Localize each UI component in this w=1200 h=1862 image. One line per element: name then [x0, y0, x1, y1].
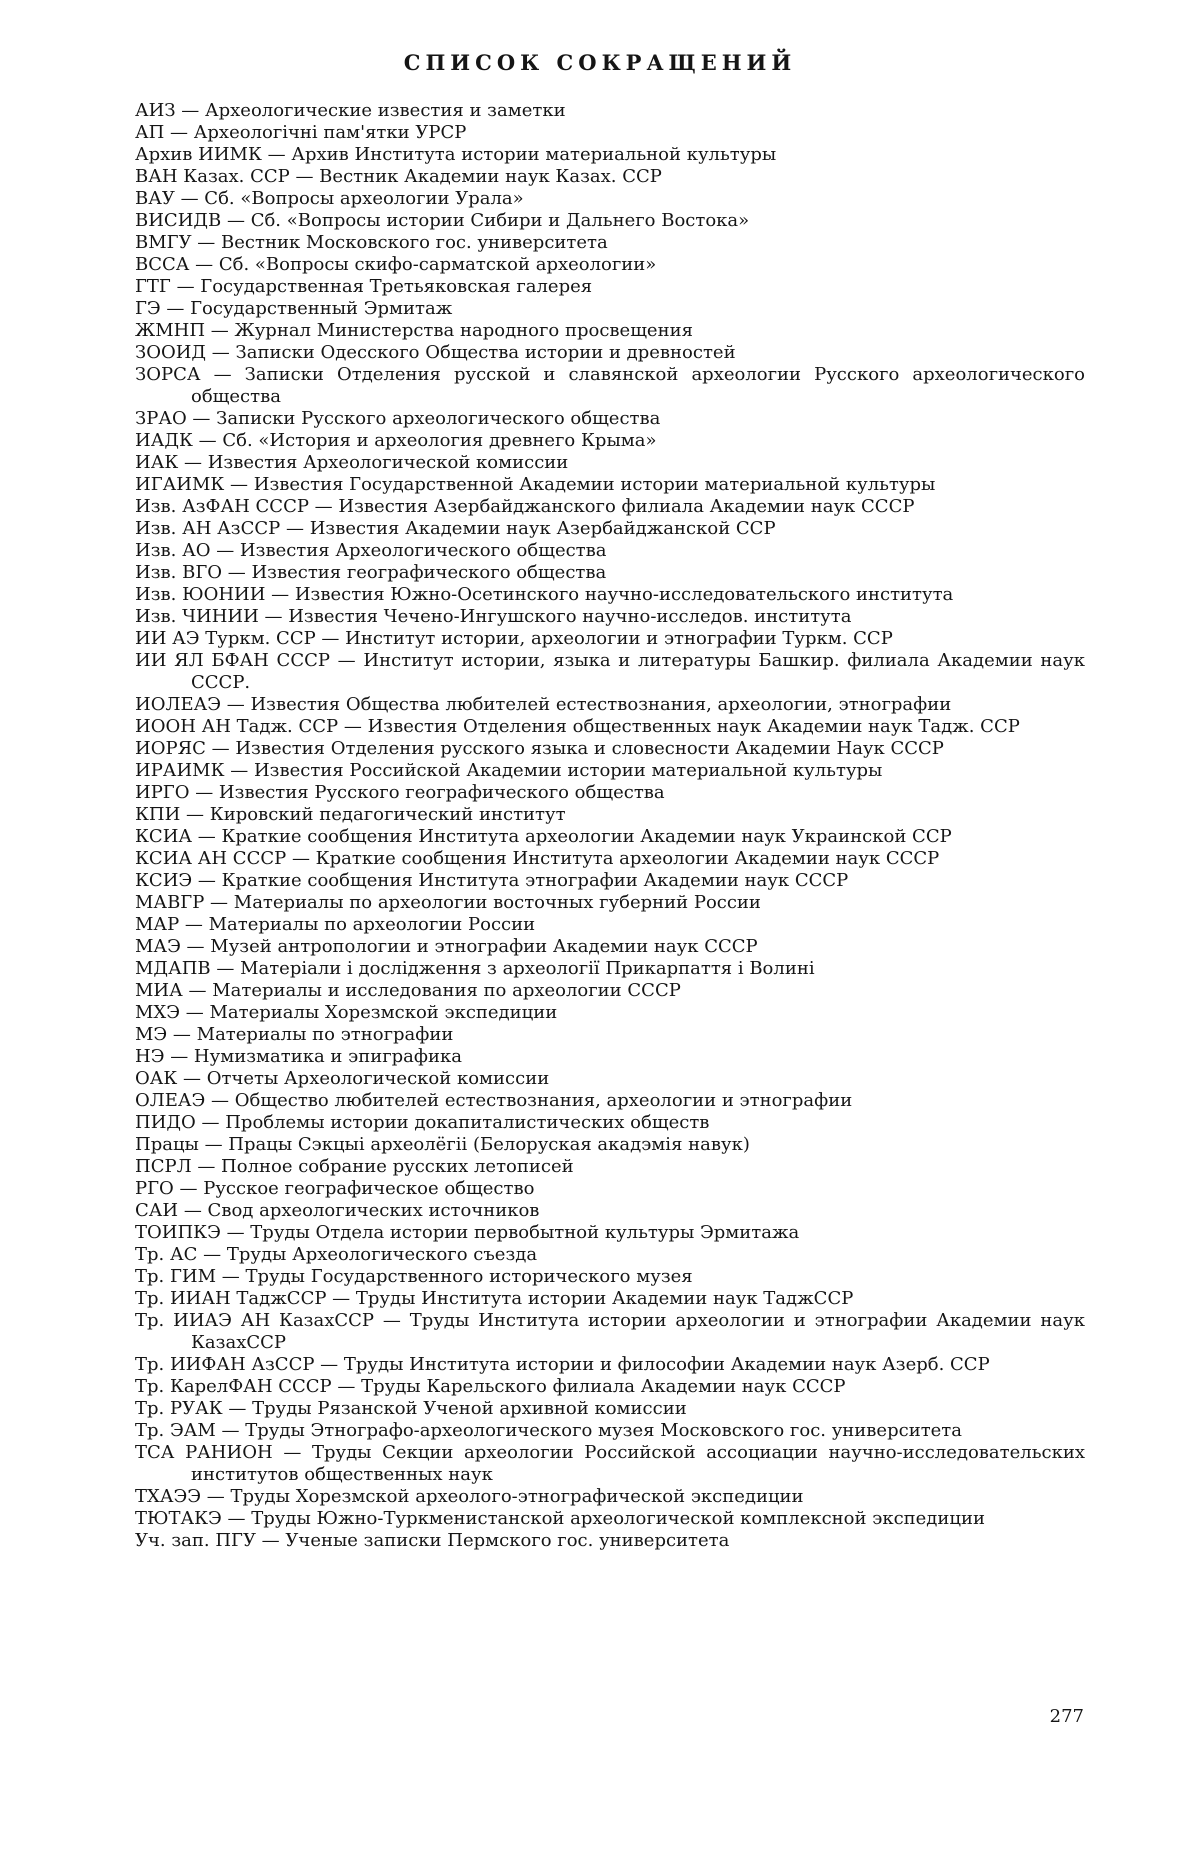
abbreviation-entry: Тр. КарелФАН СССР — Труды Карельского филиала Академии наук СССР: [135, 1376, 846, 1397]
abbreviation-entry: ИАК — Известия Археологической комиссии: [135, 452, 569, 473]
abbreviation-entry: Изв. ВГО — Известия географического общества: [135, 562, 607, 583]
abbreviation-entry: ГЭ — Государственный Эрмитаж: [135, 298, 453, 319]
abbreviation-entry: МАР — Материалы по археологии России: [135, 914, 536, 935]
abbreviation-entry: МХЭ — Материалы Хорезмской экспедиции: [135, 1002, 558, 1023]
abbreviation-entry: АИЗ — Археологические известия и заметки: [135, 100, 566, 121]
abbreviation-entry: ЗООИД — Записки Одесского Общества истории и древностей: [135, 342, 736, 363]
abbreviation-entry: Тр. ГИМ — Труды Государственного исторического музея: [135, 1266, 693, 1287]
abbreviation-entry: ТХАЭЭ — Труды Хорезмской археолого-этнографической экспедиции: [135, 1486, 804, 1507]
abbreviation-entry: ТЮТАКЭ — Труды Южно-Туркменистанской археологической комплексной экспедиции: [135, 1508, 985, 1529]
abbreviation-entry: САИ — Свод археологических источников: [135, 1200, 540, 1221]
abbreviation-entry: ИРАИМК — Известия Российской Академии истории материальной культуры: [135, 760, 883, 781]
abbreviation-entry: ВМГУ — Вестник Московского гос. университета: [135, 232, 608, 253]
abbreviation-entry: Тр. ИИАН ТаджССР — Труды Института истории Академии наук ТаджССР: [135, 1288, 854, 1309]
abbreviation-entry: ОАК — Отчеты Археологической комиссии: [135, 1068, 550, 1089]
abbreviation-entry: МИА — Материалы и исследования по археологии СССР: [135, 980, 681, 1001]
abbreviation-entry: Тр. АС — Труды Археологического съезда: [135, 1244, 538, 1265]
abbreviation-entry: Архив ИИМК — Архив Института истории материальной культуры: [135, 144, 777, 165]
abbreviation-entry: Изв. АзФАН СССР — Известия Азербайджанского филиала Академии наук СССР: [135, 496, 915, 517]
abbreviation-entry: МАВГР — Материалы по археологии восточных губерний России: [135, 892, 761, 913]
abbreviation-entry: МАЭ — Музей антропологии и этнографии Академии наук СССР: [135, 936, 758, 957]
abbreviation-entry: ЗРАО — Записки Русского археологического общества: [135, 408, 661, 429]
abbreviation-entry: ИИ ЯЛ БФАН СССР — Институт истории, языка и литературы Башкир. филиала Академии наук СССР.: [135, 650, 1085, 693]
abbreviation-entry: ВССА — Сб. «Вопросы скифо-сарматской археологии»: [135, 254, 657, 275]
abbreviation-entry: ЖМНП — Журнал Министерства народного просвещения: [135, 320, 693, 341]
abbreviation-list: [135, 100, 1085, 1552]
abbreviation-entry: ИИ АЭ Туркм. ССР — Институт истории, археологии и этнографии Туркм. ССР: [135, 628, 893, 649]
abbreviation-entry: КСИА — Краткие сообщения Института археологии Академии наук Украинской ССР: [135, 826, 952, 847]
abbreviation-entry: Уч. зап. ПГУ — Ученые записки Пермского гос. университета: [135, 1530, 730, 1551]
abbreviation-entry: НЭ — Нумизматика и эпиграфика: [135, 1046, 462, 1067]
abbreviation-entry: ИООН АН Тадж. ССР — Известия Отделения общественных наук Академии наук Тадж. ССР: [135, 716, 1020, 737]
abbreviation-entry: РГО — Русское географическое общество: [135, 1178, 535, 1199]
abbreviation-entry: Працы — Працы Сэкцыі археолёгіі (Белоруская акадэмія навук): [135, 1134, 750, 1155]
abbreviation-entry: ЗОРСА — Записки Отделения русской и славянской археологии Русского археологического общества: [135, 364, 1085, 407]
abbreviation-entry: МДАПВ — Матеріали і дослідження з археології Прикарпаття і Волині: [135, 958, 815, 979]
abbreviation-entry: ОЛЕАЭ — Общество любителей естествознания, археологии и этнографии: [135, 1090, 853, 1111]
abbreviation-entry: МЭ — Материалы по этнографии: [135, 1024, 454, 1045]
abbreviation-entry: ГТГ — Государственная Третьяковская галерея: [135, 276, 593, 297]
abbreviation-entry: АП — Археологічні пам'ятки УРСР: [135, 122, 467, 143]
page-heading: СПИСОК СОКРАЩЕНИЙ: [403, 50, 797, 75]
abbreviation-entry: ТСА РАНИОН — Труды Секции археологии Российской ассоциации научно-исследовательских институтов общественных наук: [135, 1442, 1085, 1485]
abbreviation-entry: Тр. ЭАМ — Труды Этнографо-археологического музея Московского гос. университета: [135, 1420, 962, 1441]
abbreviation-entry: ВАУ — Сб. «Вопросы археологии Урала»: [135, 188, 524, 209]
abbreviation-entry: Изв. АО — Известия Археологического общества: [135, 540, 607, 561]
abbreviation-entry: Тр. РУАК — Труды Рязанской Ученой архивной комиссии: [135, 1398, 687, 1419]
page-number: 277: [1049, 1706, 1084, 1727]
abbreviation-entry: ВИСИДВ — Сб. «Вопросы истории Сибири и Дальнего Востока»: [135, 210, 750, 231]
abbreviation-entry: ИРГО — Известия Русского географического общества: [135, 782, 665, 803]
abbreviation-entry: ИОЛЕАЭ — Известия Общества любителей естествознания, археологии, этнографии: [135, 694, 952, 715]
abbreviation-entry: Изв. ЮОНИИ — Известия Южно-Осетинского научно-исследовательского института: [135, 584, 954, 605]
abbreviation-entry: КСИЭ — Краткие сообщения Института этнографии Академии наук СССР: [135, 870, 849, 891]
abbreviation-entry: Изв. ЧИНИИ — Известия Чечено-Ингушского научно-исследов. института: [135, 606, 852, 627]
abbreviation-entry: ИГАИМК — Известия Государственной Академии истории материальной культуры: [135, 474, 936, 495]
abbreviation-entry: Тр. ИИФАН АзССР — Труды Института истории и философии Академии наук Азерб. ССР: [135, 1354, 990, 1375]
abbreviation-entry: ИАДК — Сб. «История и археология древнего Крыма»: [135, 430, 657, 451]
abbreviation-entry: ПИДО — Проблемы истории докапиталистических обществ: [135, 1112, 710, 1133]
abbreviation-entry: ИОРЯС — Известия Отделения русского языка и словесности Академии Наук СССР: [135, 738, 944, 759]
abbreviation-entry: ПСРЛ — Полное собрание русских летописей: [135, 1156, 574, 1177]
abbreviation-entry: КПИ — Кировский педагогический институт: [135, 804, 566, 825]
abbreviation-entry: ВАН Казах. ССР — Вестник Академии наук Казах. ССР: [135, 166, 662, 187]
abbreviation-entry: Изв. АН АзССР — Известия Академии наук Азербайджанской ССР: [135, 518, 776, 539]
abbreviation-entry: Тр. ИИАЭ АН КазахССР — Труды Института истории археологии и этнографии Академии наук КазахССР: [135, 1310, 1085, 1353]
abbreviation-entry: КСИА АН СССР — Краткие сообщения Института археологии Академии наук СССР: [135, 848, 940, 869]
abbreviation-entry: ТОИПКЭ — Труды Отдела истории первобытной культуры Эрмитажа: [135, 1222, 800, 1243]
